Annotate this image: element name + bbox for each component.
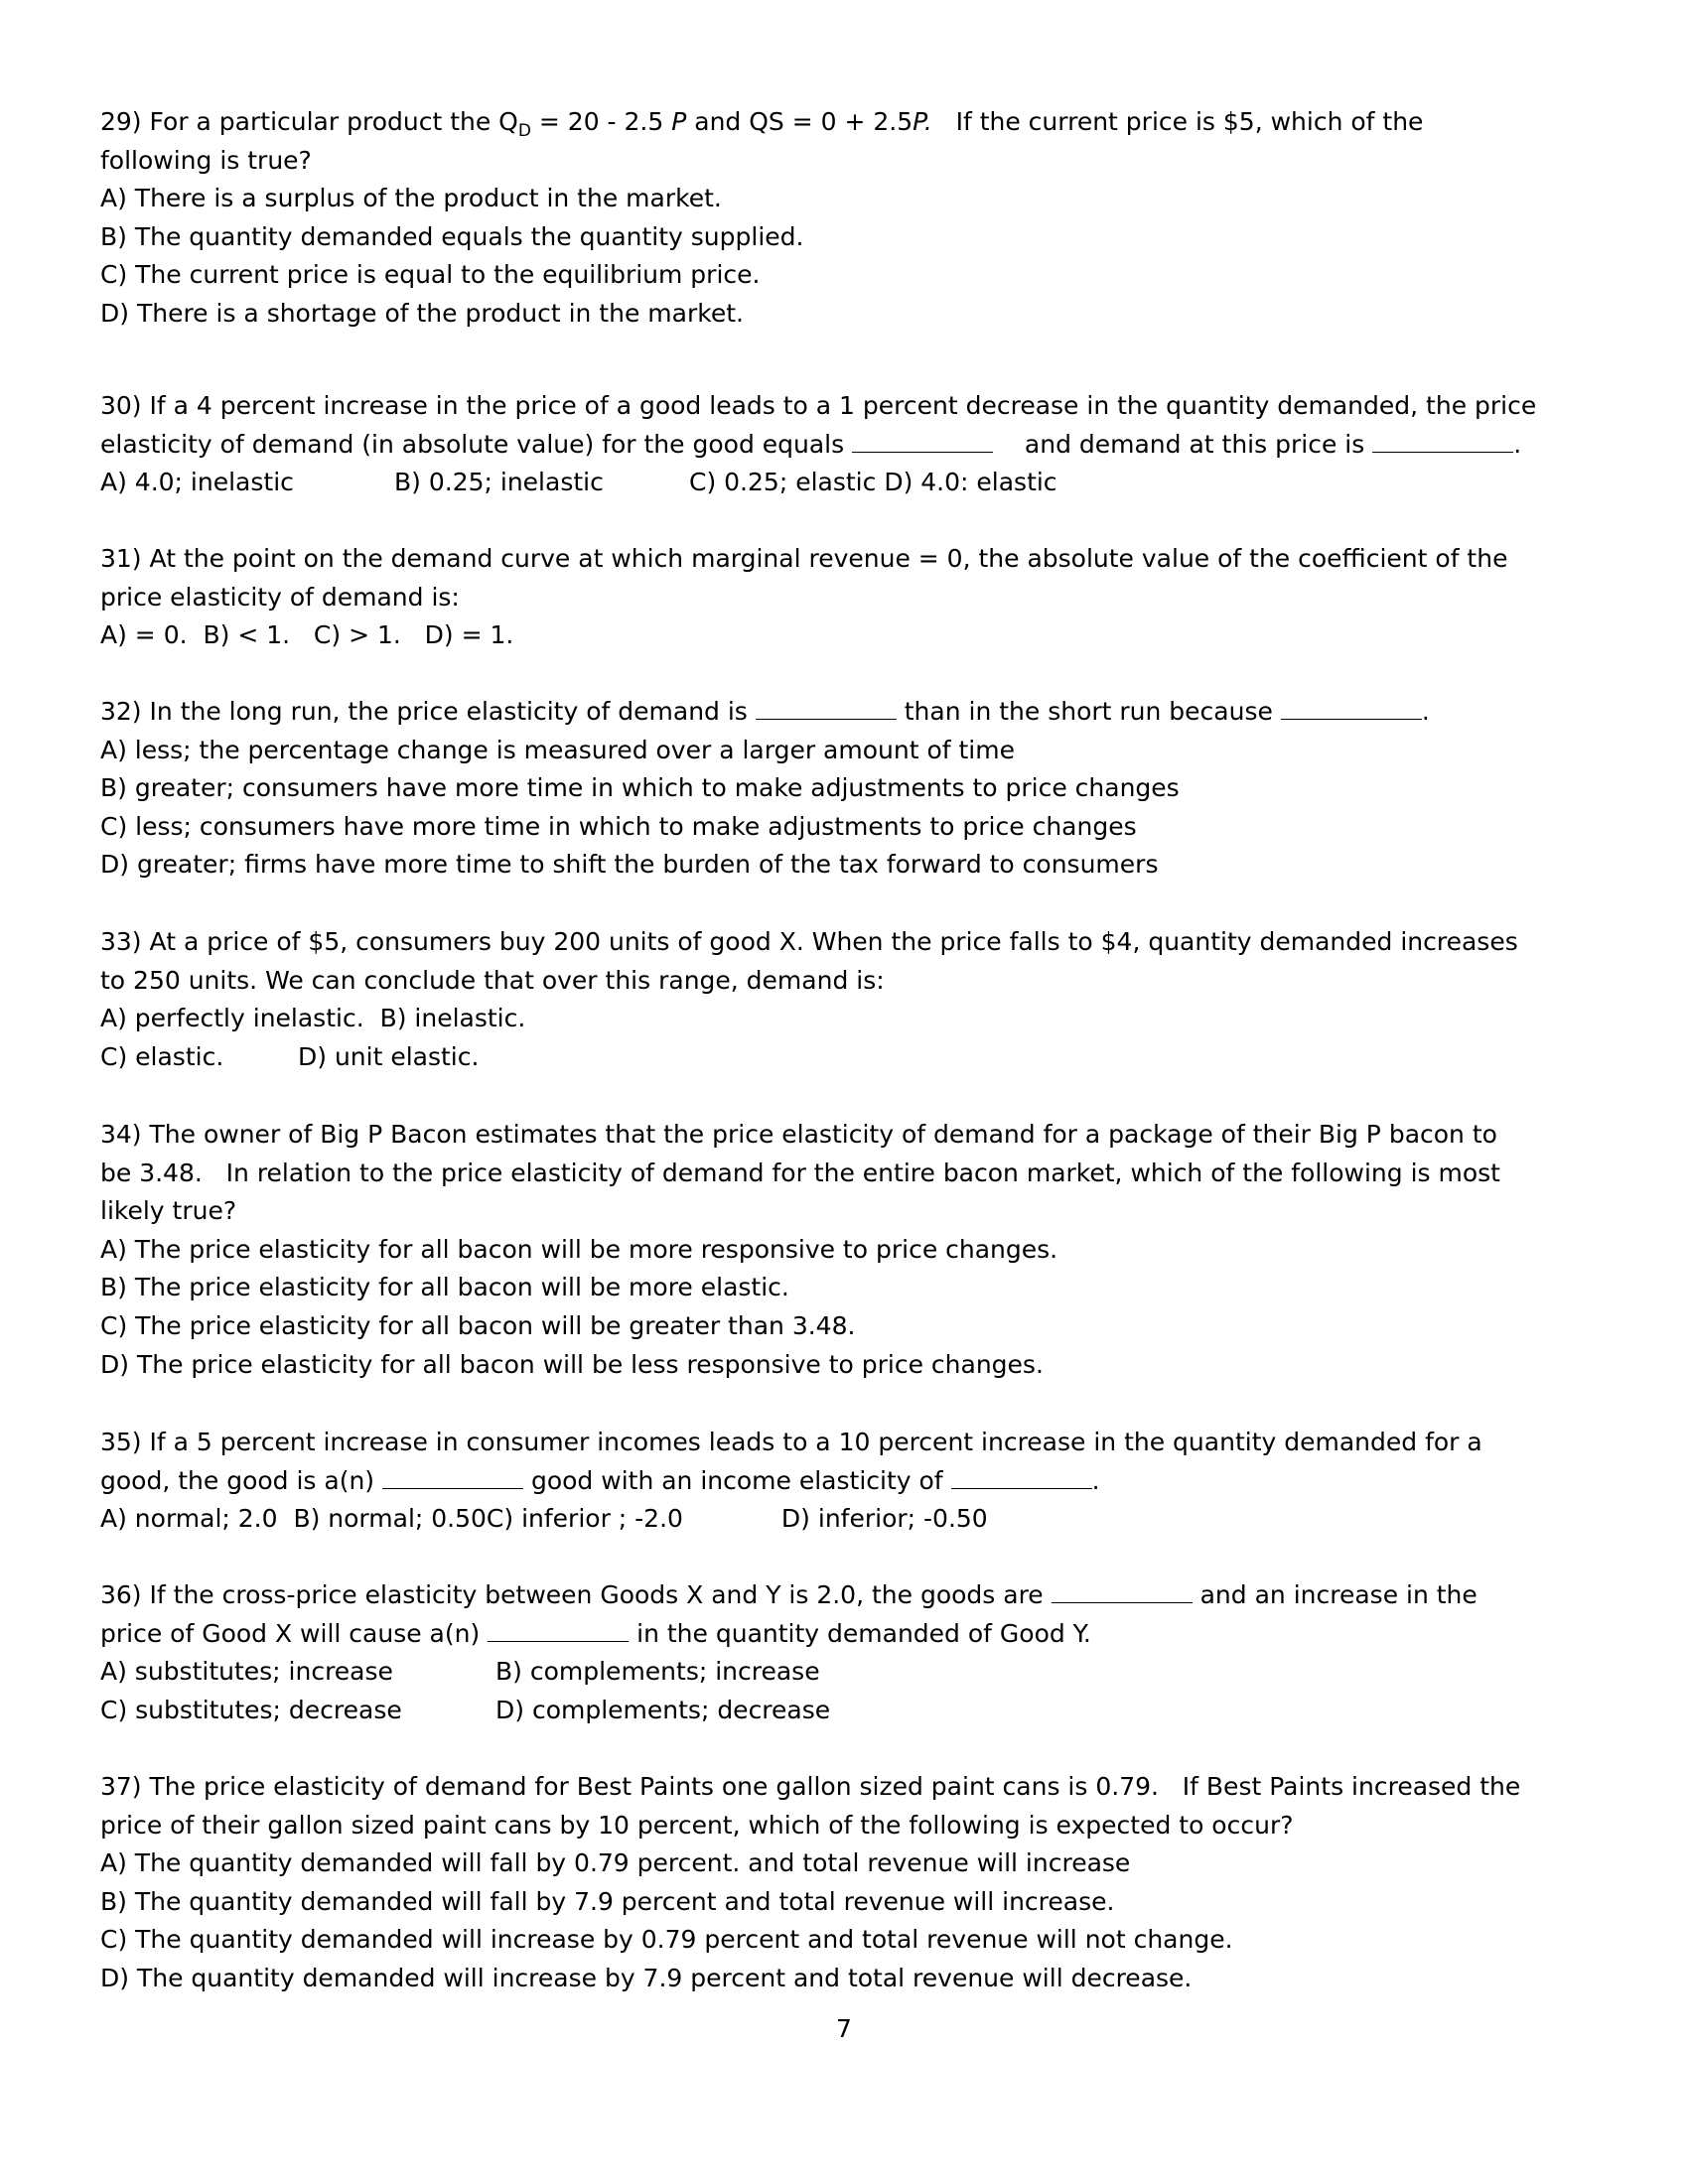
- question-number: 29): [100, 107, 142, 136]
- option-d: D) The quantity demanded will increase by 7.9 percent and total revenue will decrease.: [100, 1963, 1193, 1992]
- option-a: A) normal; 2.0: [100, 1504, 278, 1534]
- question-35-stem: [100, 1424, 1610, 1462]
- question-35-stem-line2: [100, 1462, 1610, 1501]
- question-36: [100, 1576, 1610, 1729]
- answer-blank: [852, 430, 993, 453]
- option-c: C) less; consumers have more time in which to make adjustments to price changes: [100, 811, 1137, 841]
- question-number: 35): [100, 1428, 142, 1456]
- question-31: [100, 540, 1610, 655]
- option-a: A) The quantity demanded will fall by 0.79 percent. and total revenue will increase: [100, 1848, 1131, 1878]
- option-c: C) > 1.: [313, 620, 401, 650]
- answer-blank: [488, 1619, 629, 1642]
- question-29: [100, 103, 1610, 334]
- option-d: D) = 1.: [424, 620, 514, 650]
- question-35-options: [100, 1500, 1610, 1539]
- stem-text: good with an income elasticity of: [530, 1465, 943, 1495]
- stem-text: .: [1091, 1465, 1100, 1495]
- option-a: A) The price elasticity for all bacon will be more responsive to price changes.: [100, 1234, 1058, 1264]
- question-33: [100, 923, 1610, 1076]
- question-31-stem-line2: price elasticity of demand is:: [100, 582, 460, 612]
- question-30-stem-line2: [100, 426, 1610, 465]
- stem-text: At a price of $5, consumers buy 200 units of good X. When the price falls to $4, quantity demanded increases: [149, 927, 1518, 956]
- answer-blank: [1052, 1580, 1193, 1603]
- option-c: C) The price elasticity for all bacon will be greater than 3.48.: [100, 1310, 856, 1340]
- option-c: C) The current price is equal to the equilibrium price.: [100, 260, 761, 290]
- option-d: D) The price elasticity for all bacon will be less responsive to price changes.: [100, 1349, 1044, 1379]
- question-37: [100, 1768, 1610, 1998]
- option-d: D) greater; firms have more time to shift the burden of the tax forward to consumers: [100, 850, 1159, 880]
- option-d: D) complements; decrease: [495, 1695, 831, 1724]
- question-32-stem: [100, 693, 1610, 732]
- answer-blank: [1281, 697, 1422, 720]
- answer-blank: [1372, 430, 1513, 453]
- option-b: B) complements; increase: [495, 1657, 820, 1687]
- question-32: [100, 693, 1610, 885]
- question-37-stem-line2: price of their gallon sized paint cans by 10 percent, which of the following is expected to occur?: [100, 1810, 1294, 1840]
- subscript-d: D: [517, 121, 531, 141]
- question-33-options-row2: [100, 1038, 1610, 1077]
- price-variable: P.: [913, 107, 932, 136]
- option-b: B) < 1.: [203, 620, 291, 650]
- option-d: D) unit elastic.: [298, 1041, 480, 1071]
- stem-text: = 20 - 2.5: [530, 107, 672, 136]
- option-d: D) 4.0: elastic: [884, 468, 1057, 497]
- stem-text: .: [1513, 429, 1522, 459]
- price-variable: P: [671, 107, 687, 136]
- stem-text: elasticity of demand (in absolute value) for the good equals: [100, 429, 845, 459]
- question-31-stem: [100, 540, 1610, 579]
- stem-text: .: [1421, 697, 1430, 726]
- stem-text: If the cross-price elasticity between Goods X and Y is 2.0, the goods are: [149, 1580, 1044, 1609]
- question-36-options-row1: [100, 1653, 1610, 1692]
- stem-text: The owner of Big P Bacon estimates that the price elasticity of demand for a package of their Big P bacon to: [149, 1120, 1497, 1149]
- stem-text: than in the short run because: [904, 697, 1273, 726]
- stem-text: in the quantity demanded of Good Y.: [636, 1618, 1091, 1648]
- stem-text: If a 5 percent increase in consumer incomes leads to a 10 percent increase in the quantity demanded for a: [149, 1428, 1482, 1456]
- option-a: A) less; the percentage change is measured over a larger amount of time: [100, 735, 1015, 764]
- question-29-stem: [100, 103, 1610, 142]
- option-a: A) There is a surplus of the product in the market.: [100, 184, 722, 213]
- stem-text: and demand at this price is: [1024, 429, 1365, 459]
- stem-text: In the long run, the price elasticity of demand is: [149, 697, 748, 726]
- question-34-stem-line3: likely true?: [100, 1196, 237, 1226]
- question-30: [100, 387, 1610, 502]
- stem-text: and an increase in the: [1199, 1580, 1477, 1609]
- answer-blank: [756, 697, 897, 720]
- option-a: A) substitutes; increase: [100, 1657, 393, 1687]
- question-36-options-row2: [100, 1692, 1610, 1730]
- stem-text: The price elasticity of demand for Best Paints one gallon sized paint cans is 0.79. If Best Paints increased the: [149, 1772, 1521, 1801]
- question-34: [100, 1116, 1610, 1384]
- question-number: 30): [100, 391, 142, 420]
- question-34-stem: [100, 1116, 1610, 1155]
- question-number: 36): [100, 1580, 142, 1609]
- question-33-stem: [100, 923, 1610, 962]
- option-c: C) substitutes; decrease: [100, 1695, 402, 1724]
- option-a: A) 4.0; inelastic: [100, 468, 294, 497]
- question-31-options: [100, 616, 1610, 655]
- option-a: A) = 0.: [100, 620, 188, 650]
- option-b: B) The quantity demanded equals the quantity supplied.: [100, 221, 804, 251]
- question-30-options: [100, 464, 1610, 502]
- option-d: D) There is a shortage of the product in the market.: [100, 298, 744, 328]
- option-c: C) inferior ; -2.0: [486, 1504, 683, 1534]
- question-35: [100, 1424, 1610, 1539]
- option-b: B) The price elasticity for all bacon will be more elastic.: [100, 1273, 789, 1302]
- option-c: C) elastic.: [100, 1041, 224, 1071]
- question-30-stem: [100, 387, 1610, 426]
- question-36-stem: [100, 1576, 1610, 1615]
- stem-text: At the point on the demand curve at which marginal revenue = 0, the absolute value of the coefficient of the: [149, 544, 1508, 573]
- question-number: 34): [100, 1120, 142, 1149]
- option-b: B) inelastic.: [379, 1004, 526, 1033]
- stem-text: and QS = 0 + 2.5: [686, 107, 914, 136]
- stem-text: good, the good is a(n): [100, 1465, 375, 1495]
- question-34-stem-line2: be 3.48. In relation to the price elasticity of demand for the entire bacon market, which of the following is most: [100, 1158, 1500, 1187]
- option-b: B) greater; consumers have more time in which to make adjustments to price changes: [100, 773, 1180, 803]
- question-36-stem-line2: [100, 1615, 1610, 1654]
- stem-text: If a 4 percent increase in the price of a good leads to a 1 percent decrease in the quantity demanded, the price: [149, 391, 1537, 420]
- question-number: 32): [100, 697, 142, 726]
- option-a: A) perfectly inelastic.: [100, 1004, 364, 1033]
- option-d: D) inferior; -0.50: [780, 1504, 988, 1534]
- answer-blank: [951, 1466, 1092, 1489]
- question-number: 37): [100, 1772, 142, 1801]
- question-number: 33): [100, 927, 142, 956]
- question-37-stem: [100, 1768, 1610, 1807]
- stem-text: price of Good X will cause a(n): [100, 1618, 481, 1648]
- option-c: C) 0.25; elastic: [689, 468, 877, 497]
- question-number: 31): [100, 544, 142, 573]
- stem-text: For a particular product the Q: [149, 107, 518, 136]
- option-b: B) 0.25; inelastic: [394, 468, 604, 497]
- question-33-stem-line2: to 250 units. We can conclude that over this range, demand is:: [100, 965, 885, 995]
- option-b: B) The quantity demanded will fall by 7.9 percent and total revenue will increase.: [100, 1886, 1115, 1916]
- answer-blank: [382, 1466, 523, 1489]
- option-b: B) normal; 0.50: [293, 1504, 487, 1534]
- question-33-options-row1: [100, 1000, 1610, 1038]
- question-29-stem-line2: following is true?: [100, 145, 312, 175]
- page-number: 7: [836, 2014, 852, 2043]
- stem-text: If the current price is $5, which of the: [931, 107, 1424, 136]
- option-c: C) The quantity demanded will increase by 0.79 percent and total revenue will not change.: [100, 1925, 1233, 1955]
